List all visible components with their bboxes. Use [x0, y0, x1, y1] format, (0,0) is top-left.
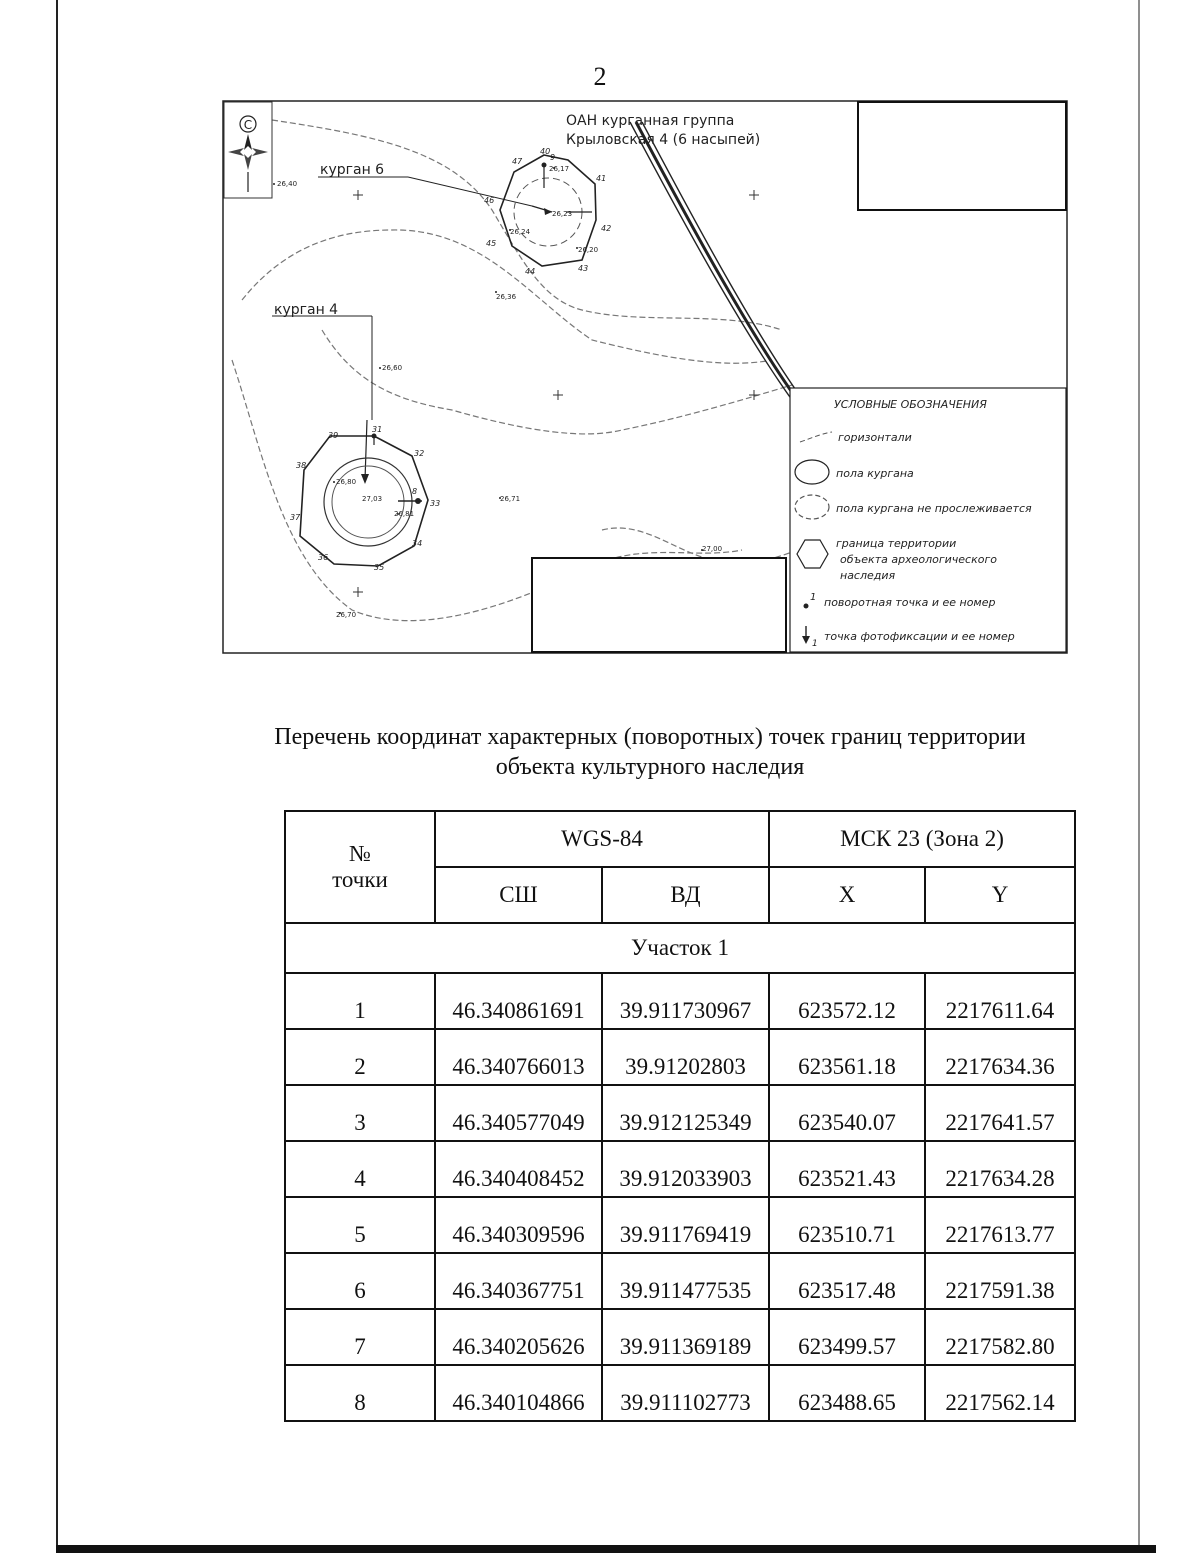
- photo-pt-8: 8: [412, 487, 418, 496]
- page-number: 2: [593, 62, 607, 91]
- table-row: [285, 1029, 1075, 1085]
- table-title-line1: Перечень координат характерных (поворотных) точек границ территории: [274, 724, 1026, 750]
- elev-7: 26,60: [382, 364, 403, 372]
- table-row: [285, 1085, 1075, 1141]
- legend-photo-point: точка фотофиксации и ее номер: [824, 630, 1015, 643]
- legend-turn-num: 1: [810, 592, 817, 603]
- elev-12: 27,00: [702, 545, 723, 553]
- pt-45: 45: [486, 239, 497, 248]
- cell-x: 623488.65: [769, 1365, 925, 1421]
- scan-edge-left: [56, 0, 58, 1553]
- cell-point-number: 1: [285, 973, 435, 1029]
- cell-y: 2217634.36: [925, 1029, 1075, 1085]
- cell-y: 2217611.64: [925, 973, 1075, 1029]
- cell-x: 623572.12: [769, 973, 925, 1029]
- cell-x: 623499.57: [769, 1309, 925, 1365]
- section-label: Участок 1: [285, 923, 1075, 973]
- cell-x: 623561.18: [769, 1029, 925, 1085]
- cell-point-number: 3: [285, 1085, 435, 1141]
- cell-latitude: 46.340367751: [435, 1253, 602, 1309]
- cell-x: 623510.71: [769, 1197, 925, 1253]
- header-x: X: [769, 867, 925, 923]
- cell-latitude: 46.340861691: [435, 973, 602, 1029]
- legend-boundary-2: объекта археологического: [840, 553, 997, 566]
- pt-33: 33: [430, 499, 441, 508]
- cell-latitude: 46.340104866: [435, 1365, 602, 1421]
- cell-longitude: 39.912033903: [602, 1141, 769, 1197]
- pt-36: 36: [318, 553, 329, 562]
- cell-longitude: 39.912125349: [602, 1085, 769, 1141]
- stamp-box-bottom: [532, 558, 786, 652]
- cell-point-number: 8: [285, 1365, 435, 1421]
- cell-x: 623517.48: [769, 1253, 925, 1309]
- pt-39: 39: [328, 431, 339, 440]
- map-title-line2: Крыловская 4 (6 насыпей): [566, 132, 761, 148]
- elev-10: 26,81: [394, 510, 415, 518]
- cell-latitude: 46.340766013: [435, 1029, 602, 1085]
- cell-y: 2217582.80: [925, 1309, 1075, 1365]
- table-title-line2: объекта культурного наследия: [495, 754, 805, 780]
- header-y: Y: [925, 867, 1075, 923]
- elev-11: 26,71: [500, 495, 521, 503]
- cell-longitude: 39.91202803: [602, 1029, 769, 1085]
- cell-x: 623521.43: [769, 1141, 925, 1197]
- table-row: [285, 1197, 1075, 1253]
- elev-2: 26,17: [549, 165, 570, 173]
- cell-y: 2217562.14: [925, 1365, 1075, 1421]
- cell-point-number: 5: [285, 1197, 435, 1253]
- cell-longitude: 39.911477535: [602, 1253, 769, 1309]
- pt-42: 42: [601, 224, 612, 233]
- site-plan-map: [222, 100, 1068, 654]
- legend-mound-floor-untraced: пола кургана не прослеживается: [836, 502, 1032, 515]
- pt-47: 47: [512, 157, 523, 166]
- legend-title: УСЛОВНЫЕ ОБОЗНАЧЕНИЯ: [834, 398, 987, 411]
- pt-31: 31: [372, 425, 383, 434]
- header-num-symbol: №: [349, 841, 371, 866]
- elev-5: 26,20: [578, 246, 599, 254]
- pt-41: 41: [596, 174, 607, 183]
- cell-x: 623540.07: [769, 1085, 925, 1141]
- cell-y: 2217613.77: [925, 1197, 1075, 1253]
- cell-y: 2217591.38: [925, 1253, 1075, 1309]
- pt-37: 37: [290, 513, 301, 522]
- cell-longitude: 39.911730967: [602, 973, 769, 1029]
- legend-boundary-3: наследия: [840, 569, 896, 582]
- elev-3: 26,23: [552, 210, 573, 218]
- elev-8: 26,80: [336, 478, 357, 486]
- pt-38: 38: [296, 461, 307, 470]
- legend-mound-floor: пола кургана: [836, 467, 914, 480]
- pt-44: 44: [525, 267, 536, 276]
- cell-point-number: 4: [285, 1141, 435, 1197]
- pt-35: 35: [374, 563, 385, 572]
- elev-1: 26,40: [277, 180, 298, 188]
- cell-latitude: 46.340577049: [435, 1085, 602, 1141]
- pt-32: 32: [414, 449, 425, 458]
- pt-43: 43: [578, 264, 589, 273]
- cell-latitude: 46.340408452: [435, 1141, 602, 1197]
- scan-edge-bottom: [56, 1545, 1156, 1553]
- pt-46: 46: [484, 196, 495, 205]
- cell-y: 2217634.28: [925, 1141, 1075, 1197]
- elev-9: 27,03: [362, 495, 383, 503]
- table-row: [285, 1141, 1075, 1197]
- cell-longitude: 39.911102773: [602, 1365, 769, 1421]
- table-row: [285, 1365, 1075, 1421]
- cell-y: 2217641.57: [925, 1085, 1075, 1141]
- stamp-box-top: [858, 102, 1066, 210]
- elev-13: 26,70: [336, 611, 357, 619]
- compass-letter: С: [243, 118, 253, 132]
- compass-rose: [224, 102, 272, 198]
- cell-longitude: 39.911769419: [602, 1197, 769, 1253]
- cell-point-number: 7: [285, 1309, 435, 1365]
- elev-6: 26,36: [496, 293, 517, 301]
- header-num-word: точки: [332, 867, 388, 892]
- coordinates-table: [284, 810, 1076, 1422]
- legend-boundary-1: граница территории: [836, 537, 957, 550]
- cell-point-number: 2: [285, 1029, 435, 1085]
- cell-latitude: 46.340309596: [435, 1197, 602, 1253]
- map-title-line1: ОАН курганная группа: [566, 113, 735, 129]
- header-msk23: МСК 23 (Зона 2): [769, 811, 1075, 867]
- table-row: [285, 973, 1075, 1029]
- cell-latitude: 46.340205626: [435, 1309, 602, 1365]
- legend-contours: горизонтали: [838, 431, 912, 444]
- header-latitude: СШ: [435, 867, 602, 923]
- legend-photo-num: 1: [812, 639, 818, 649]
- legend: [790, 388, 1066, 652]
- table-row: [285, 1253, 1075, 1309]
- pt-34: 34: [412, 539, 423, 548]
- kurgan4-label: курган 4: [274, 302, 339, 318]
- photo-pt-9: 9: [550, 153, 556, 162]
- kurgan6-label: курган 6: [320, 162, 385, 178]
- elev-4: 26,24: [510, 228, 531, 236]
- table-title: [150, 722, 1150, 782]
- cell-point-number: 6: [285, 1253, 435, 1309]
- pt-40: 40: [540, 147, 551, 156]
- header-longitude: ВД: [602, 867, 769, 923]
- legend-turn-point: поворотная точка и ее номер: [824, 596, 996, 609]
- header-wgs84: WGS-84: [435, 811, 769, 867]
- cell-longitude: 39.911369189: [602, 1309, 769, 1365]
- table-row: [285, 1309, 1075, 1365]
- header-point-number: [285, 811, 435, 923]
